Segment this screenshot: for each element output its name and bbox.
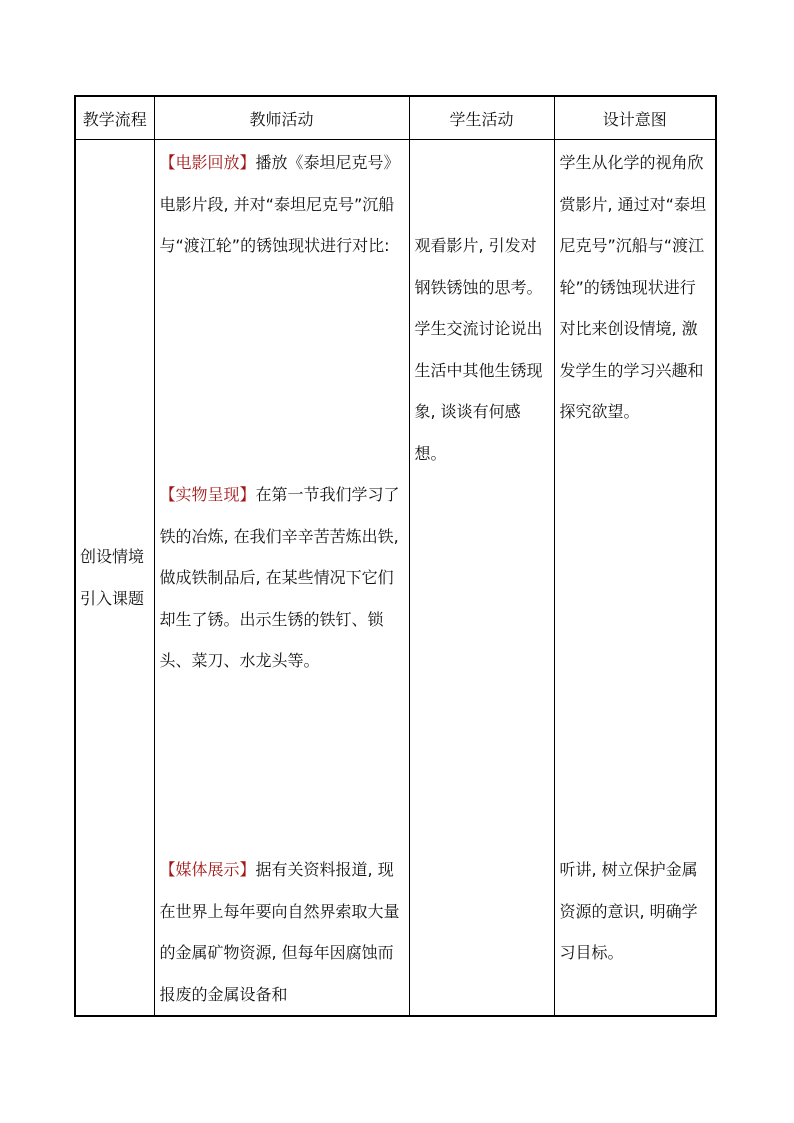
teacher-text-media: 据有关资料报道, 现在世界上每年要向自然界索取大量的金属矿物资源, 但每年因腐蚀而报废的金属设备和 (159, 860, 400, 1004)
header-stage: 教学流程 (75, 96, 154, 140)
stage-line-1: 创设情境 (80, 547, 145, 566)
lesson-plan-table (74, 95, 717, 1017)
teacher-paragraph-media (155, 849, 409, 1015)
stage-line-2: 引入课题 (80, 588, 145, 608)
design-intent-cell (554, 140, 716, 1017)
student-activity-cell (409, 140, 554, 1017)
header-teacher-activity: 教师活动 (154, 96, 409, 140)
teacher-text-objects: 在第一节我们学习了铁的冶炼, 在我们辛辛苦苦炼出铁, 做成铁制品后, 在某些情况下它们却生了锈。出示生锈的铁钉、锁头、菜刀、水龙头等。 (159, 485, 400, 670)
student-paragraph-2: 学生交流讨论说出生活中其他生锈现象, 谈谈有何感想。 (414, 319, 543, 463)
tag-object-show: 【实物呈现】 (159, 485, 256, 504)
tag-movie-replay: 【电影回放】 (159, 153, 256, 172)
teacher-paragraph-objects (155, 474, 409, 849)
header-student-activity: 学生活动 (409, 96, 554, 140)
teacher-activity-cell (154, 140, 409, 1017)
header-row (75, 96, 716, 140)
tag-media-show: 【媒体展示】 (159, 860, 256, 879)
teacher-paragraph-movie (155, 140, 409, 474)
design-paragraph-1: 学生从化学的视角欣赏影片, 通过对“泰坦尼克号”沉船与“渡江轮”的锈蚀现状进行对比来创设情境, 激发学生的学习兴趣和探究欲望。 (559, 153, 706, 421)
header-design-intent: 设计意图 (554, 96, 716, 140)
stage-cell (75, 140, 154, 1017)
student-paragraph-1: 观看影片, 引发对钢铁锈蚀的思考。 (414, 236, 543, 297)
teacher-text-movie: 播放《泰坦尼克号》电影片段, 并对“泰坦尼克号”沉船与“渡江轮”的锈蚀现状进行对比: (159, 153, 400, 255)
design-paragraph-2: 听讲, 树立保护金属资源的意识, 明确学习目标。 (559, 860, 698, 962)
table-row (75, 140, 716, 1017)
